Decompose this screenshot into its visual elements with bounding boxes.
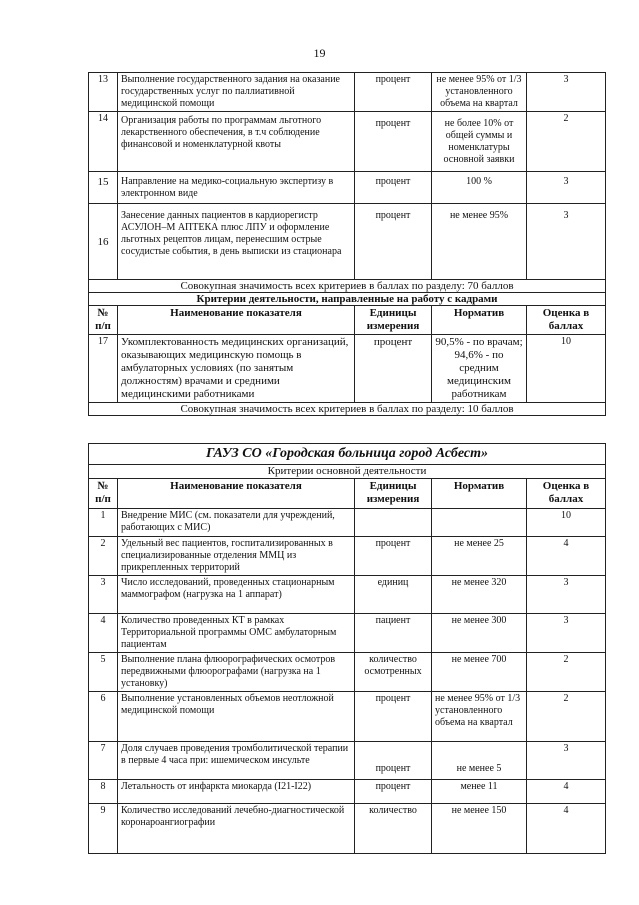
indicator-name: Выполнение плана флюорографических осмотров передвижными флюорографами (нагрузка на 1 установку) <box>118 653 355 692</box>
table-row <box>89 509 606 537</box>
score-cell: 4 <box>527 804 606 854</box>
indicator-name: Направление на медико-социальную экспертизу в электронном виде <box>118 172 355 204</box>
norm-cell: не менее 150 <box>432 804 527 854</box>
table-row <box>89 112 606 172</box>
indicator-name: Летальность от инфаркта миокарда (I21-I22) <box>118 780 355 804</box>
indicator-name: Организация работы по программам льготного лекарственного обеспечения, в т.ч соблюдение финансовой и номенклатурной квоты <box>118 112 355 172</box>
score-cell: 4 <box>527 780 606 804</box>
score-cell: 3 <box>527 742 606 780</box>
unit-cell: процент <box>355 172 432 204</box>
table-row <box>89 804 606 854</box>
row-number: 6 <box>89 692 118 742</box>
section-summary <box>89 403 606 416</box>
row-number: 15 <box>89 172 118 204</box>
indicator-name: Число исследований, проведенных стационарным маммографом (нагрузка на 1 аппарат) <box>118 576 355 614</box>
criteria-table-top <box>88 72 606 416</box>
unit-cell: единиц <box>355 576 432 614</box>
row-number: 2 <box>89 537 118 576</box>
score-cell: 3 <box>527 172 606 204</box>
row-number: 14 <box>89 112 118 172</box>
table-row <box>89 73 606 112</box>
score-cell: 3 <box>527 576 606 614</box>
row-number: 1 <box>89 509 118 537</box>
table-row <box>89 204 606 280</box>
hospital-title: ГАУЗ СО «Городская больница город Асбест» <box>89 444 606 465</box>
indicator-name: Количество проведенных КТ в рамках Территориальной программы ОМС амбулаторным пациентам <box>118 614 355 653</box>
unit-cell: процент <box>355 112 432 172</box>
unit-cell: количество <box>355 804 432 854</box>
unit-cell: процент <box>355 204 432 280</box>
unit-cell: процент <box>355 780 432 804</box>
norm-cell: не менее 300 <box>432 614 527 653</box>
score-cell: 3 <box>527 73 606 112</box>
criteria-table-asbest <box>88 443 606 854</box>
summary-text: Совокупная значимость всех критериев в баллах по разделу: 70 баллов <box>89 280 606 293</box>
row-number: 9 <box>89 804 118 854</box>
score-cell: 10 <box>527 509 606 537</box>
score-cell: 10 <box>527 335 606 403</box>
header-score: Оценка в баллах <box>527 479 606 509</box>
row-number: 4 <box>89 614 118 653</box>
row-number: 13 <box>89 73 118 112</box>
score-cell: 2 <box>527 653 606 692</box>
norm-cell: не более 10% от общей суммы и номенклатуры основной заявки <box>432 112 527 172</box>
norm-cell: не менее 95% от 1/3 установленного объема на квартал <box>432 692 527 742</box>
unit-cell: процент <box>355 73 432 112</box>
indicator-name: Занесение данных пациентов в кардиорегистр АСУЛОН–М АПТЕКА плюс ЛПУ и оформление льготных рецептов лицам, перенесшим острые сосудистые события, в день выписки из стационара <box>118 204 355 280</box>
subsection-row <box>89 465 606 479</box>
section-summary <box>89 280 606 293</box>
unit-cell: процент <box>355 537 432 576</box>
row-number: 5 <box>89 653 118 692</box>
indicator-name: Количество исследований лечебно-диагностической коронароангиографии <box>118 804 355 854</box>
table-row <box>89 780 606 804</box>
norm-cell: не менее 25 <box>432 537 527 576</box>
norm-cell: менее 11 <box>432 780 527 804</box>
row-number: 17 <box>89 335 118 403</box>
table-row <box>89 692 606 742</box>
row-number: 16 <box>89 204 118 280</box>
section-heading <box>89 293 606 306</box>
score-cell: 3 <box>527 614 606 653</box>
score-cell: 4 <box>527 537 606 576</box>
subsection-title: Критерии основной деятельности <box>89 465 606 479</box>
unit-cell: процент <box>355 335 432 403</box>
table-row <box>89 335 606 403</box>
row-number: 7 <box>89 742 118 780</box>
norm-cell <box>432 509 527 537</box>
header-norm: Норматив <box>432 306 527 335</box>
header-num: № п/п <box>89 479 118 509</box>
indicator-name: Укомплектованность медицинских организаций, оказывающих медицинскую помощь в амбулаторных условиях (по занятым должностям) врачами и средними медицинскими работниками <box>118 335 355 403</box>
unit-cell: процент <box>355 742 432 780</box>
unit-cell: пациент <box>355 614 432 653</box>
norm-cell: не менее 5 <box>432 742 527 780</box>
indicator-name: Доля случаев проведения тромболитической терапии в первые 4 часа при: ишемическом инсульте <box>118 742 355 780</box>
score-cell: 3 <box>527 204 606 280</box>
hospital-title-row <box>89 444 606 465</box>
norm-cell: не менее 95% от 1/3 установленного объема на квартал <box>432 73 527 112</box>
summary-text: Совокупная значимость всех критериев в баллах по разделу: 10 баллов <box>89 403 606 416</box>
row-number: 8 <box>89 780 118 804</box>
header-unit: Единицы измерения <box>355 479 432 509</box>
score-cell: 2 <box>527 112 606 172</box>
header-unit: Единицы измерения <box>355 306 432 335</box>
table-row <box>89 614 606 653</box>
header-norm: Норматив <box>432 479 527 509</box>
table-row <box>89 653 606 692</box>
section-heading-text: Критерии деятельности, направленные на работу с кадрами <box>89 293 606 306</box>
norm-cell: не менее 700 <box>432 653 527 692</box>
norm-cell: не менее 320 <box>432 576 527 614</box>
indicator-name: Выполнение государственного задания на оказание государственных услуг по паллиативной медицинской помощи <box>118 73 355 112</box>
indicator-name: Удельный вес пациентов, госпитализированных в специализированные отделения ММЦ из прикрепленных территорий <box>118 537 355 576</box>
header-num: № п/п <box>89 306 118 335</box>
indicator-name: Выполнение установленных объемов неотложной медицинской помощи <box>118 692 355 742</box>
table-row <box>89 576 606 614</box>
header-name: Наименование показателя <box>118 306 355 335</box>
row-number: 3 <box>89 576 118 614</box>
table-header <box>89 306 606 335</box>
unit-cell: количество осмотренных <box>355 653 432 692</box>
norm-cell: не менее 95% <box>432 204 527 280</box>
indicator-name: Внедрение МИС (см. показатели для учреждений, работающих с МИС) <box>118 509 355 537</box>
norm-cell: 100 % <box>432 172 527 204</box>
table-row <box>89 742 606 780</box>
norm-cell: 90,5% - по врачам; 94,6% - по средним медицинским работникам <box>432 335 527 403</box>
header-score: Оценка в баллах <box>527 306 606 335</box>
unit-cell <box>355 509 432 537</box>
score-cell: 2 <box>527 692 606 742</box>
page-number: 19 <box>313 46 326 60</box>
table-row <box>89 537 606 576</box>
table-row <box>89 172 606 204</box>
unit-cell: процент <box>355 692 432 742</box>
header-name: Наименование показателя <box>118 479 355 509</box>
table-header <box>89 479 606 509</box>
